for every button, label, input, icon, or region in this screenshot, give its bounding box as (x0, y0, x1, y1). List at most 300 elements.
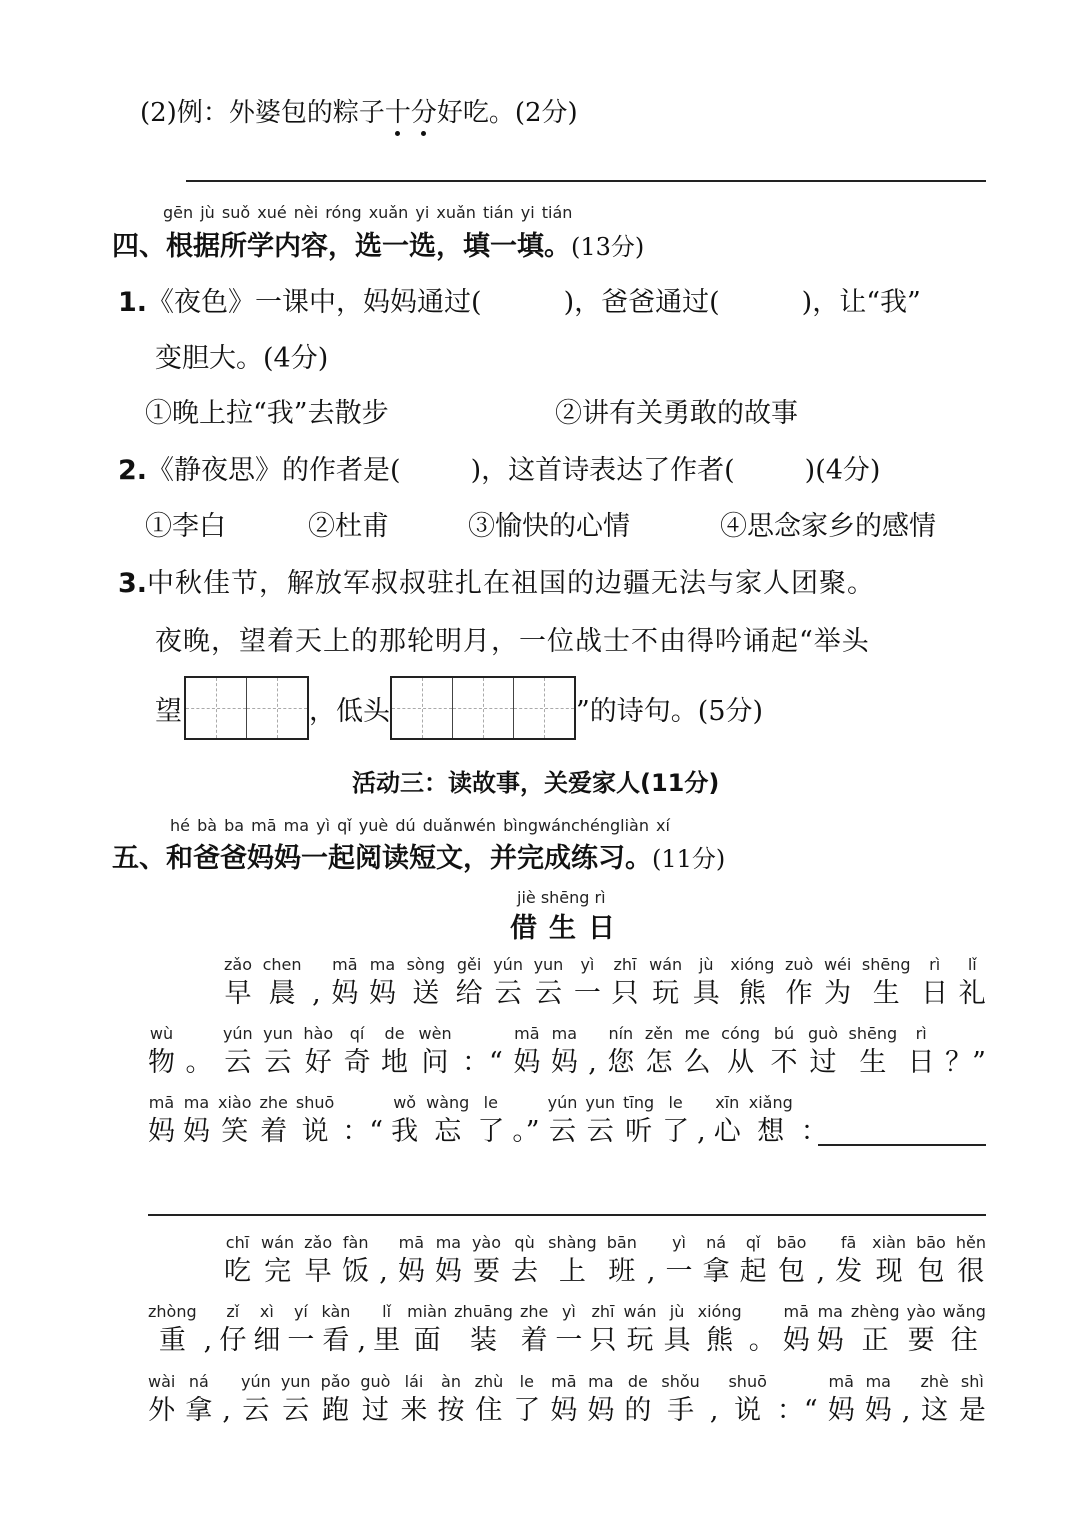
hanzi-text: 心 (713, 1116, 741, 1147)
answer-grid-1[interactable] (184, 676, 309, 740)
pinyin-text: qù (514, 1233, 535, 1252)
hanzi-text: 妈 (587, 1395, 615, 1426)
hanzi-text: 云 (242, 1395, 270, 1426)
q3-text-mid: ，低头 (309, 695, 390, 727)
hanzi-with-pinyin (407, 1303, 447, 1361)
section4-heading: 四、根据所学内容，选一选，填一填。 (112, 231, 571, 262)
pinyin-text: qǐ (745, 1233, 761, 1252)
hanzi-text: ：“ (342, 1116, 384, 1147)
hanzi-with-pinyin (693, 956, 720, 1014)
hanzi-text: 很 (957, 1256, 985, 1287)
hanzi-text: 听 (625, 1116, 653, 1147)
hanzi-with-pinyin (253, 1303, 280, 1361)
hanzi-text: 妈 (183, 1116, 210, 1147)
hanzi-with-pinyin (548, 1234, 597, 1292)
pinyin-text: hào (303, 1024, 334, 1043)
hanzi-with-pinyin (513, 1373, 540, 1431)
pinyin-text: yào (906, 1302, 936, 1321)
answer-line-2[interactable] (148, 1214, 986, 1216)
pinyin-text: yì (580, 955, 595, 974)
pinyin-text: mā (514, 1024, 540, 1043)
pinyin-text: mā (148, 1093, 175, 1112)
pinyin-text: bāo (776, 1233, 807, 1252)
q1-text-b: )，爸爸通过( (563, 287, 720, 318)
hanzi-text: 来 (400, 1395, 428, 1426)
pinyin-text: zhòng (148, 1302, 197, 1321)
pinyin-text: zhù (474, 1372, 504, 1391)
hanzi-with-pinyin (828, 1373, 855, 1431)
hanzi-with-pinyin (381, 1025, 408, 1083)
hanzi-text: 细 (253, 1325, 281, 1356)
punctuation (816, 1234, 825, 1292)
q1-text-a: 《夜色》一课中，妈妈通过( (147, 287, 482, 318)
hanzi-text: 手 (667, 1395, 695, 1426)
grid-cell[interactable] (247, 678, 307, 738)
hanzi-with-pinyin (219, 1303, 246, 1361)
hanzi-with-pinyin (585, 1094, 615, 1152)
hanzi-with-pinyin (263, 956, 302, 1014)
section4-score: (13分) (571, 233, 645, 261)
pinyin-text (588, 1025, 597, 1043)
hanzi-text: 怎 (645, 1047, 673, 1078)
hanzi-text: 妈 (397, 1256, 425, 1287)
pinyin-text: sòng (406, 955, 445, 974)
section4-title (112, 224, 644, 263)
q1-option-1: ①晚上拉“我”去散步 (145, 398, 389, 429)
pinyin-text: lǐ (382, 1302, 392, 1321)
pinyin-text: shàng (548, 1233, 597, 1252)
hanzi-with-pinyin (148, 1373, 175, 1431)
pinyin-text: ma (183, 1093, 210, 1112)
pinyin-text: zhī (613, 955, 637, 974)
hanzi-text: 了 (513, 1395, 541, 1426)
hanzi-text: 礼 (958, 978, 986, 1009)
pinyin-text: mā (783, 1302, 809, 1321)
hanzi-text: 生 (859, 1047, 887, 1078)
q2-option-1: ①李白 (145, 511, 226, 542)
hanzi-with-pinyin (740, 1234, 767, 1292)
hanzi-with-pinyin (260, 1094, 288, 1152)
pinyin-text: mā (551, 1372, 577, 1391)
pinyin-text: yun (263, 1024, 293, 1043)
hanzi-text: 妈 (331, 978, 359, 1009)
pinyin-text: yún (222, 1024, 253, 1043)
hanzi-text: 。” (512, 1116, 540, 1147)
hanzi-with-pinyin (607, 1025, 634, 1083)
hanzi-text: , (697, 1116, 706, 1147)
hanzi-text: 着 (520, 1325, 548, 1356)
pinyin-text (902, 1373, 911, 1391)
hanzi-text: 是 (958, 1395, 986, 1426)
hanzi-text: 云 (534, 978, 562, 1009)
hanzi-text: 只 (611, 978, 639, 1009)
punctuation (342, 1094, 383, 1152)
hanzi-text: 晨 (268, 978, 296, 1009)
hanzi-with-pinyin (835, 1234, 862, 1292)
hanzi-with-pinyin (956, 1234, 986, 1292)
hanzi-with-pinyin (865, 1373, 892, 1431)
hanzi-with-pinyin (849, 1025, 898, 1083)
hanzi-text: 妈 (434, 1256, 462, 1287)
pinyin-text: zhī (591, 1302, 615, 1321)
hanzi-with-pinyin (785, 956, 813, 1014)
emphasis-char-2: 分 (410, 98, 437, 128)
hanzi-text: 熊 (738, 978, 766, 1009)
pinyin-text: nín (608, 1024, 634, 1043)
pinyin-text: mā (828, 1372, 854, 1391)
hanzi-text: 完 (264, 1256, 292, 1287)
pinyin-text: xiǎng (748, 1093, 793, 1112)
pinyin-text: chen (262, 955, 302, 974)
hanzi-text: 一 (665, 1256, 693, 1287)
q3-text-1: 中秋佳节，解放军叔叔驻扎在祖国的边疆无法与家人团聚。 (147, 568, 876, 599)
hanzi-text: , (709, 1395, 719, 1426)
pinyin-text: wǒ (393, 1093, 417, 1112)
hanzi-with-pinyin (513, 1025, 540, 1083)
hanzi-with-pinyin (872, 1234, 906, 1292)
hanzi-with-pinyin (624, 1373, 651, 1431)
hanzi-with-pinyin (920, 1373, 948, 1431)
section5-score: (11分) (652, 845, 726, 873)
pinyin-text: ma (551, 1024, 577, 1043)
hanzi-with-pinyin (684, 1025, 711, 1083)
hanzi-text: 要 (472, 1256, 500, 1287)
hanzi-with-pinyin (223, 1025, 253, 1083)
hanzi-with-pinyin (943, 1303, 986, 1361)
hanzi-text: 早 (224, 978, 252, 1009)
hanzi-with-pinyin (921, 956, 948, 1014)
hanzi-text: 过 (809, 1047, 837, 1078)
hanzi-text: 起 (739, 1256, 767, 1287)
pinyin-text (647, 1234, 656, 1252)
pinyin-text: ma (435, 1233, 462, 1252)
hanzi-with-pinyin (534, 956, 564, 1014)
hanzi-text: , (312, 978, 321, 1009)
pinyin-text: shuō (295, 1093, 335, 1112)
pinyin-text: lǐ (967, 955, 977, 974)
hanzi-with-pinyin (263, 1025, 293, 1083)
pinyin-text: lái (404, 1372, 424, 1391)
hanzi-text: 云 (549, 1116, 576, 1147)
hanzi-text: 按 (437, 1395, 465, 1426)
q3-word-wang: 望 (155, 695, 182, 727)
grid-cell[interactable] (453, 678, 514, 738)
pinyin-text: xì (259, 1302, 274, 1321)
hanzi-text: , (357, 1325, 367, 1356)
hanzi-text: 好 (304, 1047, 332, 1078)
hanzi-text: 送 (412, 978, 440, 1009)
hanzi-with-pinyin (454, 1303, 513, 1361)
pinyin-text: chī (225, 1233, 250, 1252)
pinyin-text: zhe (259, 1093, 288, 1112)
pinyin-text: ná (188, 1372, 209, 1391)
pinyin-text: zhè (920, 1372, 949, 1391)
hanzi-with-pinyin (148, 1094, 175, 1152)
punctuation (777, 1373, 818, 1431)
hanzi-with-pinyin (808, 1025, 838, 1083)
story-title-pinyin: jiè shēng rì (517, 888, 606, 907)
pinyin-text: wù (149, 1024, 174, 1043)
hanzi-text: 问 (421, 1047, 449, 1078)
hanzi-text: 妈 (782, 1325, 810, 1356)
pinyin-text: zhuāng (454, 1302, 513, 1321)
pinyin-text: yí (293, 1302, 308, 1321)
hanzi-with-pinyin (401, 1373, 428, 1431)
hanzi-text: 。 (748, 1325, 776, 1356)
hanzi-with-pinyin (851, 1303, 900, 1361)
hanzi-with-pinyin (475, 1373, 504, 1431)
q3-line1 (118, 561, 875, 600)
hanzi-text: 云 (282, 1395, 310, 1426)
hanzi-with-pinyin (607, 1234, 637, 1292)
hanzi-with-pinyin (261, 1234, 294, 1292)
grid-cell[interactable] (514, 678, 574, 738)
hanzi-text: 妈 (148, 1116, 175, 1147)
hanzi-text: 往 (950, 1325, 978, 1356)
pinyin-text: wán (623, 1302, 657, 1321)
pinyin-text: kàn (321, 1302, 351, 1321)
pinyin-text: le (668, 1093, 683, 1112)
passage-row (148, 1303, 986, 1361)
q2-line1 (118, 448, 880, 487)
hanzi-with-pinyin (783, 1303, 810, 1361)
pinyin-text: ma (817, 1302, 843, 1321)
hanzi-text: 上 (558, 1256, 586, 1287)
hanzi-with-pinyin (296, 1094, 334, 1152)
hanzi-text: 现 (875, 1256, 903, 1287)
hanzi-text: 玩 (652, 978, 680, 1009)
hanzi-text: 云 (586, 1116, 614, 1147)
hanzi-with-pinyin (698, 1303, 742, 1361)
hanzi-with-pinyin (714, 1094, 741, 1152)
hanzi-with-pinyin (721, 1025, 760, 1083)
punctuation (312, 956, 321, 1014)
q3-line3 (155, 675, 763, 741)
hanzi-text: 日 (907, 1047, 935, 1078)
hanzi-with-pinyin (624, 1303, 657, 1361)
pinyin-text (710, 1373, 719, 1391)
punctuation (462, 1025, 503, 1083)
pinyin-text: wán (261, 1233, 295, 1252)
section4-pinyin: gēn jù suǒ xué nèi róng xuǎn yi xuǎn tián yi tián (163, 203, 573, 222)
hanzi-with-pinyin (703, 1234, 730, 1292)
punctuation (749, 1303, 776, 1361)
hanzi-with-pinyin (435, 1234, 462, 1292)
hanzi-with-pinyin (183, 1094, 210, 1152)
pinyin-text (357, 1303, 366, 1321)
pinyin-text: zěn (644, 1024, 674, 1043)
q2-text-c: )(4分) (804, 455, 881, 486)
q3-number: 3. (118, 568, 148, 599)
pinyin-text: ma (588, 1372, 614, 1391)
passage-row (148, 1373, 986, 1431)
hanzi-text: 住 (475, 1395, 503, 1426)
section5-title (112, 836, 725, 875)
pinyin-text: shǒu (661, 1372, 700, 1391)
hanzi-text: 装 (470, 1325, 498, 1356)
hanzi-with-pinyin (916, 1234, 946, 1292)
pinyin-text: de (384, 1024, 405, 1043)
hanzi-text: 想 (757, 1116, 785, 1147)
punctuation (945, 1025, 986, 1083)
hanzi-with-pinyin (369, 956, 396, 1014)
pinyin-text: guò (807, 1024, 839, 1043)
hanzi-text: 早 (304, 1256, 332, 1287)
grid-cell[interactable] (186, 678, 247, 738)
grid-cell[interactable] (392, 678, 453, 738)
emphasis-char-1: 十 (384, 98, 411, 128)
hanzi-text: 不 (770, 1047, 798, 1078)
hanzi-with-pinyin (342, 1234, 369, 1292)
hanzi-text: 从 (727, 1047, 755, 1078)
answer-line-example[interactable] (186, 180, 986, 182)
pinyin-text: me (684, 1024, 710, 1043)
q2-option-3: ③愉快的心情 (468, 511, 630, 542)
hanzi-text: , (203, 1325, 213, 1356)
pinyin-text: zǎo (224, 955, 252, 974)
passage-row (148, 1234, 986, 1292)
hanzi-text: 包 (778, 1256, 806, 1287)
pinyin-text: zǎo (304, 1233, 333, 1252)
pinyin-text (777, 1373, 818, 1391)
hanzi-text: 去 (511, 1256, 539, 1287)
hanzi-with-pinyin (360, 1373, 390, 1431)
hanzi-with-pinyin (623, 1094, 654, 1152)
q2-text-b: )，这首诗表达了作者( (470, 455, 735, 486)
pinyin-text: bú (773, 1024, 795, 1043)
hanzi-with-pinyin (645, 1025, 673, 1083)
pinyin-text (342, 1094, 383, 1112)
hanzi-with-pinyin (959, 1373, 986, 1431)
hanzi-text: 包 (917, 1256, 945, 1287)
pinyin-text: shēng (861, 955, 911, 974)
hanzi-text: 妈 (513, 1047, 541, 1078)
hanzi-text: 地 (381, 1047, 409, 1078)
pinyin-text: rì (915, 1024, 927, 1043)
hanzi-text: 云 (224, 1047, 252, 1078)
hanzi-text: 只 (589, 1325, 617, 1356)
passage-row (148, 1025, 986, 1083)
pinyin-text: mā (398, 1233, 425, 1252)
pinyin-text (697, 1094, 706, 1112)
hanzi-with-pinyin (612, 956, 639, 1014)
hanzi-with-pinyin (321, 1373, 351, 1431)
hanzi-text: 重 (158, 1325, 186, 1356)
pinyin-text (749, 1303, 776, 1321)
pinyin-text: zhe (519, 1302, 549, 1321)
pinyin-text: fā (840, 1233, 857, 1252)
hanzi-text: 笑 (221, 1116, 249, 1147)
hanzi-with-pinyin (224, 1234, 251, 1292)
passage-line-1 (148, 956, 986, 1014)
pinyin-text: shì (960, 1372, 984, 1391)
hanzi-with-pinyin (550, 1373, 577, 1431)
pinyin-text (379, 1234, 388, 1252)
pinyin-text: rì (929, 955, 941, 974)
hanzi-text: 过 (361, 1395, 389, 1426)
pinyin-text: fàn (342, 1233, 369, 1252)
pinyin-text: gěi (456, 955, 482, 974)
pinyin-text: xiào (218, 1093, 252, 1112)
pinyin-text (204, 1303, 213, 1321)
hanzi-text: 一 (287, 1325, 315, 1356)
hanzi-text: 外 (148, 1395, 176, 1426)
hanzi-with-pinyin (438, 1373, 465, 1431)
hanzi-text: 面 (413, 1325, 441, 1356)
hanzi-text: 妈 (827, 1395, 855, 1426)
hanzi-text: 云 (264, 1047, 292, 1078)
hanzi-text: 着 (260, 1116, 288, 1147)
hanzi-with-pinyin (664, 1303, 691, 1361)
pinyin-text: le (483, 1093, 498, 1112)
pinyin-text: yun (585, 1093, 616, 1112)
pinyin-text: wèn (418, 1024, 452, 1043)
hanzi-with-pinyin (551, 1025, 578, 1083)
hanzi-text: 看 (322, 1325, 350, 1356)
hanzi-with-pinyin (511, 1234, 538, 1292)
hanzi-with-pinyin (662, 1094, 689, 1152)
pinyin-text (185, 1025, 212, 1043)
pinyin-text: àn (441, 1372, 461, 1391)
hanzi-with-pinyin (344, 1025, 371, 1083)
hanzi-text: 一 (573, 978, 601, 1009)
pinyin-text: yì (672, 1233, 686, 1252)
activity3-title: 活动三：读故事，关爱家人(11分) (352, 769, 720, 797)
hanzi-text: , (588, 1047, 597, 1078)
pinyin-text: shuō (728, 1372, 767, 1391)
q3-text-tail: ”的诗句。(5分) (576, 695, 764, 727)
q2-option-4: ④思念家乡的感情 (720, 511, 936, 542)
hanzi-with-pinyin (777, 1234, 807, 1292)
passage-line-4 (148, 1234, 986, 1292)
hanzi-with-pinyin (224, 956, 252, 1014)
q1-line2: 变胆大。(4分) (155, 343, 329, 374)
hanzi-with-pinyin (649, 956, 682, 1014)
pinyin-text (512, 1094, 539, 1112)
hanzi-text: 一 (555, 1325, 583, 1356)
hanzi-text: 么 (683, 1047, 711, 1078)
hanzi-with-pinyin (728, 1373, 766, 1431)
hanzi-text: 正 (861, 1325, 889, 1356)
answer-line-1[interactable] (818, 1144, 986, 1146)
hanzi-text: 奇 (343, 1047, 371, 1078)
pinyin-text: wǎng (942, 1302, 986, 1321)
pinyin-text: ma (865, 1372, 891, 1391)
hanzi-with-pinyin (426, 1094, 469, 1152)
hanzi-text: , (646, 1256, 656, 1287)
hanzi-text: 具 (663, 1325, 691, 1356)
answer-grid-2[interactable] (390, 676, 576, 740)
hanzi-text: 日 (921, 978, 949, 1009)
hanzi-text: 忘 (434, 1116, 462, 1147)
example-question-2 (140, 92, 578, 129)
hanzi-text: 我 (391, 1116, 419, 1147)
pinyin-text: yun (280, 1372, 311, 1391)
pinyin-text: xióng (730, 955, 775, 974)
punctuation (902, 1373, 911, 1431)
hanzi-with-pinyin (477, 1094, 504, 1152)
pinyin-text: ma (369, 955, 396, 974)
pinyin-text: wài (148, 1372, 176, 1391)
hanzi-with-pinyin (574, 956, 601, 1014)
pinyin-text: wéi (823, 955, 852, 974)
hanzi-text: 具 (692, 978, 720, 1009)
pinyin-text: wàng (426, 1093, 470, 1112)
punctuation (512, 1094, 539, 1152)
hanzi-with-pinyin (148, 1303, 197, 1361)
pinyin-text (312, 956, 321, 974)
hanzi-text: , (901, 1395, 911, 1426)
